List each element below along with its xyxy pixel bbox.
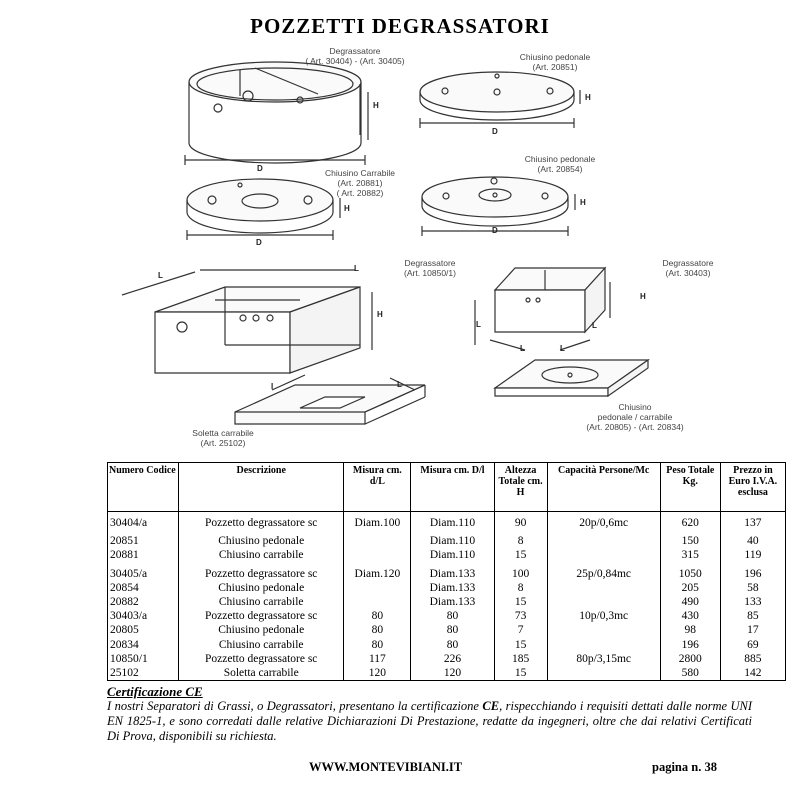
- cell-misura-D: Diam.133: [411, 595, 494, 609]
- cell-descrizione: Chiusino pedonale: [179, 581, 344, 595]
- chiusino-pedonale-drawing-2: [422, 177, 575, 236]
- cell-altezza: 100: [494, 563, 547, 581]
- cell-capacita: [547, 638, 660, 652]
- cell-codice: 20881: [108, 548, 179, 562]
- header-misura-d: Misura cm. d/L: [344, 463, 411, 512]
- table-row: [108, 595, 786, 609]
- table-row: [108, 530, 786, 548]
- cell-misura-d: [344, 581, 411, 595]
- header-capacita: Capacità Persone/Mc: [547, 463, 660, 512]
- cell-codice: 30405/a: [108, 563, 179, 581]
- cell-altezza: 8: [494, 530, 547, 548]
- cell-codice: 20805: [108, 623, 179, 637]
- cell-capacita: 80p/3,15mc: [547, 652, 660, 666]
- drawing-label-4: Chiusino pedonale (Art. 20854): [524, 154, 596, 174]
- cell-prezzo: 85: [720, 609, 785, 623]
- certification-text-b: , rispecchiando i requisiti dettati dalle norme UNI EN 1825-1, e sono corredati dalle relative Dichiarazioni Di Prestazione, redatte da ingegneri, oltre che dai relativi Certificati Di Prova, disponibili su richiesta.: [107, 699, 752, 743]
- table-row: [108, 548, 786, 562]
- cell-peso: 2800: [660, 652, 720, 666]
- dim-h-3: H: [344, 204, 350, 213]
- header-prezzo: Prezzo in Euro I.V.A. esclusa: [720, 463, 785, 512]
- cell-descrizione: Chiusino pedonale: [179, 623, 344, 637]
- cell-misura-D: Diam.133: [411, 563, 494, 581]
- cell-descrizione: Pozzetto degrassatore sc: [179, 563, 344, 581]
- dim-l-2: L: [354, 264, 359, 273]
- square-degrassatore-drawing: [475, 268, 610, 350]
- dim-l-5: L: [560, 344, 565, 353]
- chiusino-square-drawing: [495, 360, 648, 396]
- cell-descrizione: Chiusino carrabile: [179, 548, 344, 562]
- certification-text: [107, 699, 752, 744]
- cell-misura-d: Diam.120: [344, 563, 411, 581]
- drawing-label-1: Degrassatore ( Art. 30404) - (Art. 30405): [305, 46, 405, 66]
- drawing-label-7: Soletta carrabile (Art. 25102): [192, 428, 254, 448]
- certification-ce-mark: CE: [482, 699, 500, 713]
- cell-prezzo: 196: [720, 563, 785, 581]
- cell-peso: 315: [660, 548, 720, 562]
- cell-descrizione: Pozzetto degrassatore sc: [179, 652, 344, 666]
- cylinder-degrassatore-drawing: [185, 62, 365, 165]
- chiusino-pedonale-drawing-1: [420, 72, 580, 128]
- cell-peso: 490: [660, 595, 720, 609]
- cell-codice: 20882: [108, 595, 179, 609]
- cell-codice: 20834: [108, 638, 179, 652]
- drawing-label-6: Degrassatore (Art. 30403): [662, 258, 714, 278]
- cell-altezza: 15: [494, 548, 547, 562]
- cell-misura-D: Diam.110: [411, 548, 494, 562]
- cell-descrizione: Pozzetto degrassatore sc: [179, 609, 344, 623]
- page-title: POZZETTI DEGRASSATORI: [250, 14, 550, 38]
- dim-h-5: H: [377, 310, 383, 319]
- table-row: [108, 512, 786, 531]
- cell-misura-D: Diam.110: [411, 512, 494, 531]
- cell-codice: 20854: [108, 581, 179, 595]
- cell-misura-D: 80: [411, 609, 494, 623]
- drawing-label-2: Chiusino pedonale (Art. 20851): [519, 52, 591, 72]
- cell-altezza: 90: [494, 512, 547, 531]
- table-row: [108, 652, 786, 666]
- dim-l-6: L: [592, 321, 597, 330]
- cell-capacita: [547, 581, 660, 595]
- certification-title: Certificazione CE: [107, 684, 203, 699]
- cell-capacita: [547, 530, 660, 548]
- cell-peso: 1050: [660, 563, 720, 581]
- table-row: [108, 609, 786, 623]
- cell-prezzo: 137: [720, 512, 785, 531]
- cell-descrizione: Soletta carrabile: [179, 666, 344, 681]
- cell-peso: 430: [660, 609, 720, 623]
- drawing-label-3: Chiusino Carrabile (Art. 20881) ( Art. 20882): [325, 168, 395, 198]
- spec-table: [107, 462, 786, 681]
- drawing-label-5: Degrassatore (Art. 10850/1): [404, 258, 456, 278]
- dim-h-2: H: [585, 93, 591, 102]
- certification-text-a: I nostri Separatori di Grassi, o Degrassatori, presentano la certificazione: [107, 699, 483, 713]
- cell-capacita: [547, 623, 660, 637]
- cell-altezza: 15: [494, 595, 547, 609]
- cell-peso: 620: [660, 512, 720, 531]
- dim-d-4: D: [492, 226, 498, 235]
- cell-capacita: [547, 548, 660, 562]
- cell-descrizione: Pozzetto degrassatore sc: [179, 512, 344, 531]
- cell-peso: 205: [660, 581, 720, 595]
- cell-codice: 10850/1: [108, 652, 179, 666]
- dim-l-3: L: [476, 320, 481, 329]
- cell-prezzo: 58: [720, 581, 785, 595]
- cell-misura-d: [344, 595, 411, 609]
- footer-page-number: pagina n. 38: [652, 760, 717, 774]
- cell-misura-D: 120: [411, 666, 494, 681]
- cell-altezza: 73: [494, 609, 547, 623]
- cell-capacita: 25p/0,84mc: [547, 563, 660, 581]
- cell-codice: 20851: [108, 530, 179, 548]
- cell-misura-D: 80: [411, 623, 494, 637]
- cell-misura-d: [344, 530, 411, 548]
- rectangular-degrassatore-drawing: [122, 270, 372, 373]
- cell-descrizione: Chiusino pedonale: [179, 530, 344, 548]
- cell-peso: 98: [660, 623, 720, 637]
- cell-misura-D: Diam.133: [411, 581, 494, 595]
- cell-prezzo: 142: [720, 666, 785, 681]
- table-header-row: [108, 463, 786, 512]
- cell-misura-d: 80: [344, 638, 411, 652]
- header-peso: Peso Totale Kg.: [660, 463, 720, 512]
- cell-misura-d: 117: [344, 652, 411, 666]
- dim-h-1: H: [373, 101, 379, 110]
- table-row: [108, 666, 786, 681]
- cell-capacita: [547, 666, 660, 681]
- cell-peso: 150: [660, 530, 720, 548]
- dim-i-1: I: [271, 382, 274, 391]
- dim-d-1: D: [257, 164, 263, 173]
- cell-misura-d: 80: [344, 609, 411, 623]
- footer-website[interactable]: WWW.MONTEVIBIANI.IT: [309, 760, 463, 774]
- cell-capacita: 10p/0,3mc: [547, 609, 660, 623]
- cell-misura-D: Diam.110: [411, 530, 494, 548]
- table-row: [108, 623, 786, 637]
- drawing-label-8: Chiusino pedonale / carrabile (Art. 20805) - (Art. 20834): [586, 402, 684, 432]
- cell-altezza: 185: [494, 652, 547, 666]
- dim-l-1: L: [158, 271, 163, 280]
- dim-d-3: D: [256, 238, 262, 247]
- cell-capacita: 20p/0,6mc: [547, 512, 660, 531]
- cell-altezza: 15: [494, 666, 547, 681]
- cell-prezzo: 40: [720, 530, 785, 548]
- cell-misura-D: 226: [411, 652, 494, 666]
- cell-altezza: 7: [494, 623, 547, 637]
- cell-prezzo: 17: [720, 623, 785, 637]
- table-row: [108, 581, 786, 595]
- dim-l-4: L: [520, 344, 525, 353]
- cell-altezza: 15: [494, 638, 547, 652]
- dim-l-7: L: [397, 380, 402, 389]
- cell-prezzo: 119: [720, 548, 785, 562]
- cell-codice: 25102: [108, 666, 179, 681]
- cell-misura-d: 120: [344, 666, 411, 681]
- cell-capacita: [547, 595, 660, 609]
- header-misura-D: Misura cm. D/l: [411, 463, 494, 512]
- header-descrizione: Descrizione: [179, 463, 344, 512]
- cell-prezzo: 69: [720, 638, 785, 652]
- cell-codice: 30404/a: [108, 512, 179, 531]
- cell-misura-d: 80: [344, 623, 411, 637]
- cell-descrizione: Chiusino carrabile: [179, 638, 344, 652]
- dim-h-6: H: [640, 292, 646, 301]
- header-codice: Numero Codice: [108, 463, 179, 512]
- cell-peso: 196: [660, 638, 720, 652]
- dim-h-4: H: [580, 198, 586, 207]
- dim-d-2: D: [492, 127, 498, 136]
- table-row: [108, 563, 786, 581]
- cell-misura-D: 80: [411, 638, 494, 652]
- cell-descrizione: Chiusino carrabile: [179, 595, 344, 609]
- cell-prezzo: 885: [720, 652, 785, 666]
- cell-peso: 580: [660, 666, 720, 681]
- table-row: [108, 638, 786, 652]
- cell-misura-d: Diam.100: [344, 512, 411, 531]
- cell-altezza: 8: [494, 581, 547, 595]
- cell-codice: 30403/a: [108, 609, 179, 623]
- cell-prezzo: 133: [720, 595, 785, 609]
- cell-misura-d: [344, 548, 411, 562]
- header-altezza: Altezza Totale cm. H: [494, 463, 547, 512]
